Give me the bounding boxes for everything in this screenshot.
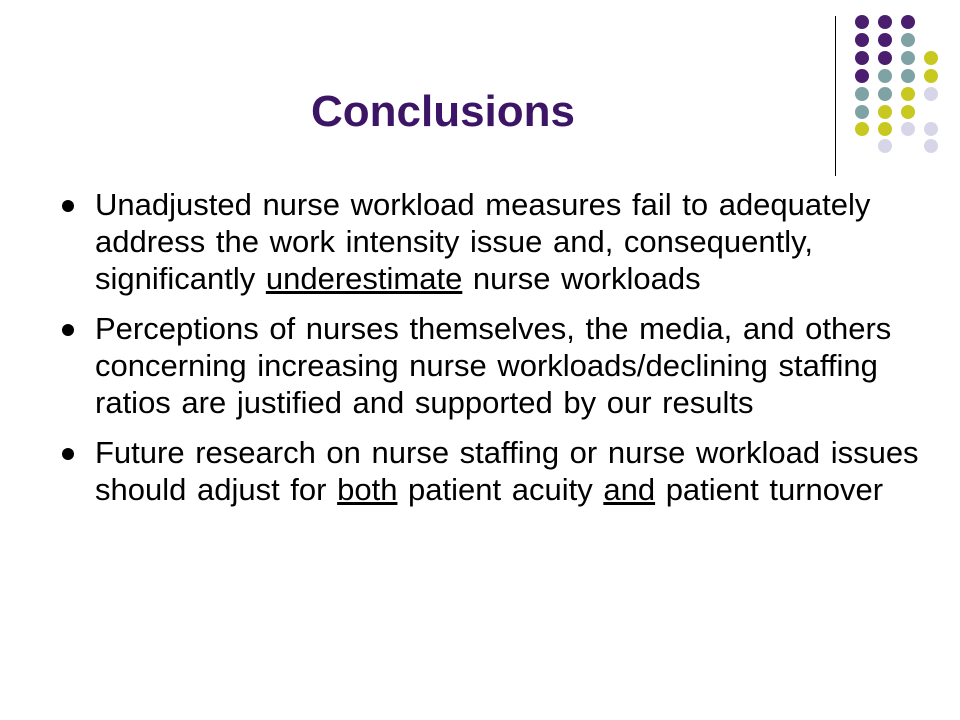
decorative-dot — [855, 122, 869, 136]
decorative-dot — [924, 69, 938, 83]
decorative-dot — [901, 105, 915, 119]
decorative-dot — [855, 105, 869, 119]
bullet-text-3-c: patient acuity — [397, 472, 604, 507]
bullet-text-1-c: nurse workloads — [462, 261, 701, 296]
decorative-dot — [878, 139, 892, 153]
decorative-dot — [878, 15, 892, 29]
decorative-dot — [878, 87, 892, 101]
bullet-text-3-e: patient turnover — [655, 472, 884, 507]
decorative-dot — [901, 87, 915, 101]
decorative-dot — [878, 122, 892, 136]
decorative-dot — [901, 33, 915, 47]
decorative-dot — [901, 51, 915, 65]
decorative-dot — [901, 122, 915, 136]
decorative-dot — [878, 69, 892, 83]
bullet-text-3-underlined-and: and — [603, 472, 656, 507]
bullet-text-2: Perceptions of nurses themselves, the media, and others concerning increasing nurse workloads/declining staffing ratios are justified and supported by our results — [95, 311, 892, 420]
bullet-text-3-underlined-both: both — [337, 472, 398, 507]
bullet-marker — [62, 200, 74, 212]
decorative-dot — [901, 69, 915, 83]
decorative-dot — [924, 122, 938, 136]
decorative-dot — [901, 15, 915, 29]
bullet-item-2 — [62, 310, 922, 421]
bullet-item-1 — [62, 186, 922, 297]
decorative-dot — [855, 87, 869, 101]
decorative-dot — [855, 69, 869, 83]
bullet-marker — [62, 448, 74, 460]
bullet-text-1-underlined: underestimate — [265, 261, 463, 296]
decorative-dot — [878, 33, 892, 47]
bullet-marker — [62, 324, 74, 336]
decorative-dot — [878, 51, 892, 65]
decorative-dot — [878, 105, 892, 119]
slide-title: Conclusions — [310, 87, 576, 136]
decorative-dot — [924, 87, 938, 101]
bullet-text-1-a: Unadjusted nurse workload measures fail to adequately address the work intensity issue and, consequently, significantly — [95, 187, 871, 296]
bullet-list — [62, 186, 922, 521]
bullet-item-3 — [62, 434, 922, 508]
decorative-dot — [924, 139, 938, 153]
decorative-dot — [855, 15, 869, 29]
decorative-dot — [855, 51, 869, 65]
decorative-dot — [855, 33, 869, 47]
decorative-dot — [924, 51, 938, 65]
bullet-text-3-a: Future research on nurse staffing or nurse workload issues should adjust for — [95, 435, 919, 507]
dot-grid-ornament — [0, 0, 960, 200]
